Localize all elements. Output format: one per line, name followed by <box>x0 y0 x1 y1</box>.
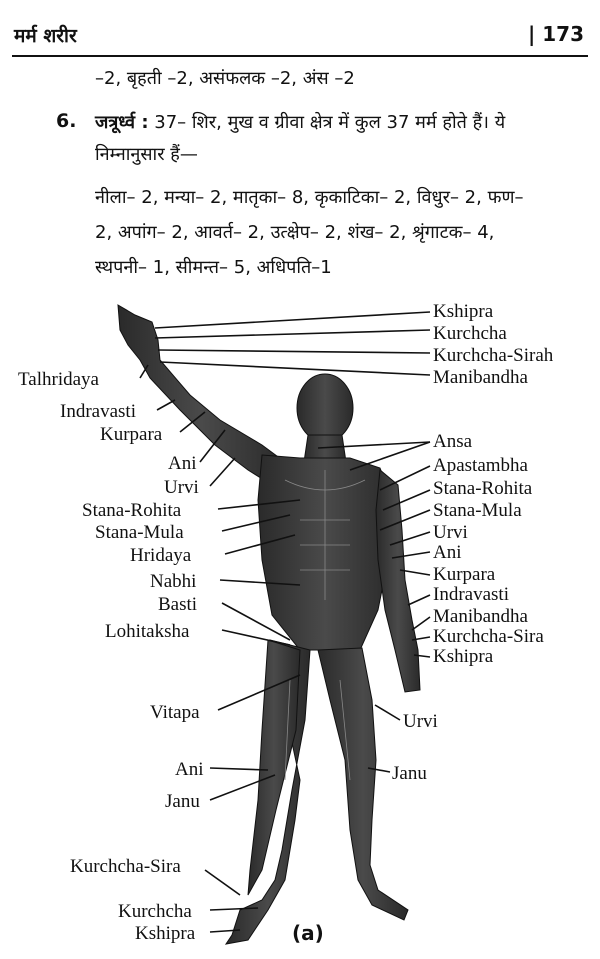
label-kurpara-right: Kurpara <box>433 564 496 585</box>
label-kurchcha-sira-right: Kurchcha-Sira <box>433 626 544 647</box>
label-ansa: Ansa <box>433 431 473 452</box>
label-ani-arm-right: Ani <box>433 542 462 563</box>
label-kurchcha-sira-foot: Kurchcha-Sira <box>70 856 181 877</box>
item-title: जत्रूर्ध्व : <box>95 112 149 133</box>
labels-left-group <box>18 369 204 944</box>
label-basti: Basti <box>158 594 198 615</box>
label-nabhi: Nabhi <box>150 571 197 592</box>
label-kurpara-left: Kurpara <box>100 424 163 445</box>
label-apastambha: Apastambha <box>433 455 528 476</box>
figure-caption: (a) <box>292 921 324 945</box>
item-number: 6. <box>56 110 77 132</box>
label-kshipra-hand-top: Kshipra <box>433 301 494 322</box>
label-stana-mula-left: Stana-Mula <box>95 522 184 543</box>
label-manibandha-hand-top: Manibandha <box>433 367 528 388</box>
label-ani-arm-left: Ani <box>168 453 197 474</box>
label-urvi-leg-right: Urvi <box>403 711 438 732</box>
label-urvi-arm-right: Urvi <box>433 522 468 543</box>
label-kshipra-right: Kshipra <box>433 646 494 667</box>
label-stana-rohita-right: Stana-Rohita <box>433 478 533 499</box>
label-stana-rohita-left: Stana-Rohita <box>82 500 182 521</box>
label-ani-leg-left: Ani <box>175 759 204 780</box>
item-line-1: 37– शिर, मुख व ग्रीवा क्षेत्र में कुल 37 मर्म होते हैं। ये <box>148 112 506 133</box>
label-janu-right: Janu <box>392 763 427 784</box>
label-kurchcha-foot: Kurchcha <box>118 901 192 922</box>
label-lohitaksha: Lohitaksha <box>105 621 190 642</box>
label-manibandha-right: Manibandha <box>433 606 528 627</box>
label-hridaya: Hridaya <box>130 545 192 566</box>
page-header-title: मर्म शरीर <box>14 25 77 47</box>
item-line-4: 2, अपांग– 2, आवर्त– 2, उत्क्षेप– 2, शंख– 2, श्रृंगाटक– 4, <box>95 222 495 243</box>
item-line-2: निम्नानुसार हैं— <box>95 144 198 165</box>
label-urvi-arm-left: Urvi <box>164 477 199 498</box>
page-number: | 173 <box>527 22 584 46</box>
label-kurchcha-hand-top: Kurchcha <box>433 323 507 344</box>
item-line-3: नीला– 2, मन्या– 2, मातृका– 8, कृकाटिका– 2, विधुर– 2, फण– <box>95 187 524 208</box>
label-kshipra-foot: Kshipra <box>135 923 196 944</box>
text-line-1: –2, बृहती –2, असंफलक –2, अंस –2 <box>95 68 355 89</box>
label-stana-mula-right: Stana-Mula <box>433 500 522 521</box>
label-talhridaya: Talhridaya <box>18 369 99 390</box>
labels-right-group <box>392 301 554 784</box>
label-indravasti-left: Indravasti <box>60 401 136 422</box>
item-line-5: स्थपनी– 1, सीमन्त– 5, अधिपति–1 <box>95 257 332 278</box>
label-kurchcha-sirah-hand-top: Kurchcha-Sirah <box>433 345 554 366</box>
label-vitapa: Vitapa <box>150 702 200 723</box>
label-janu-left: Janu <box>165 791 200 812</box>
label-indravasti-right: Indravasti <box>433 584 509 605</box>
